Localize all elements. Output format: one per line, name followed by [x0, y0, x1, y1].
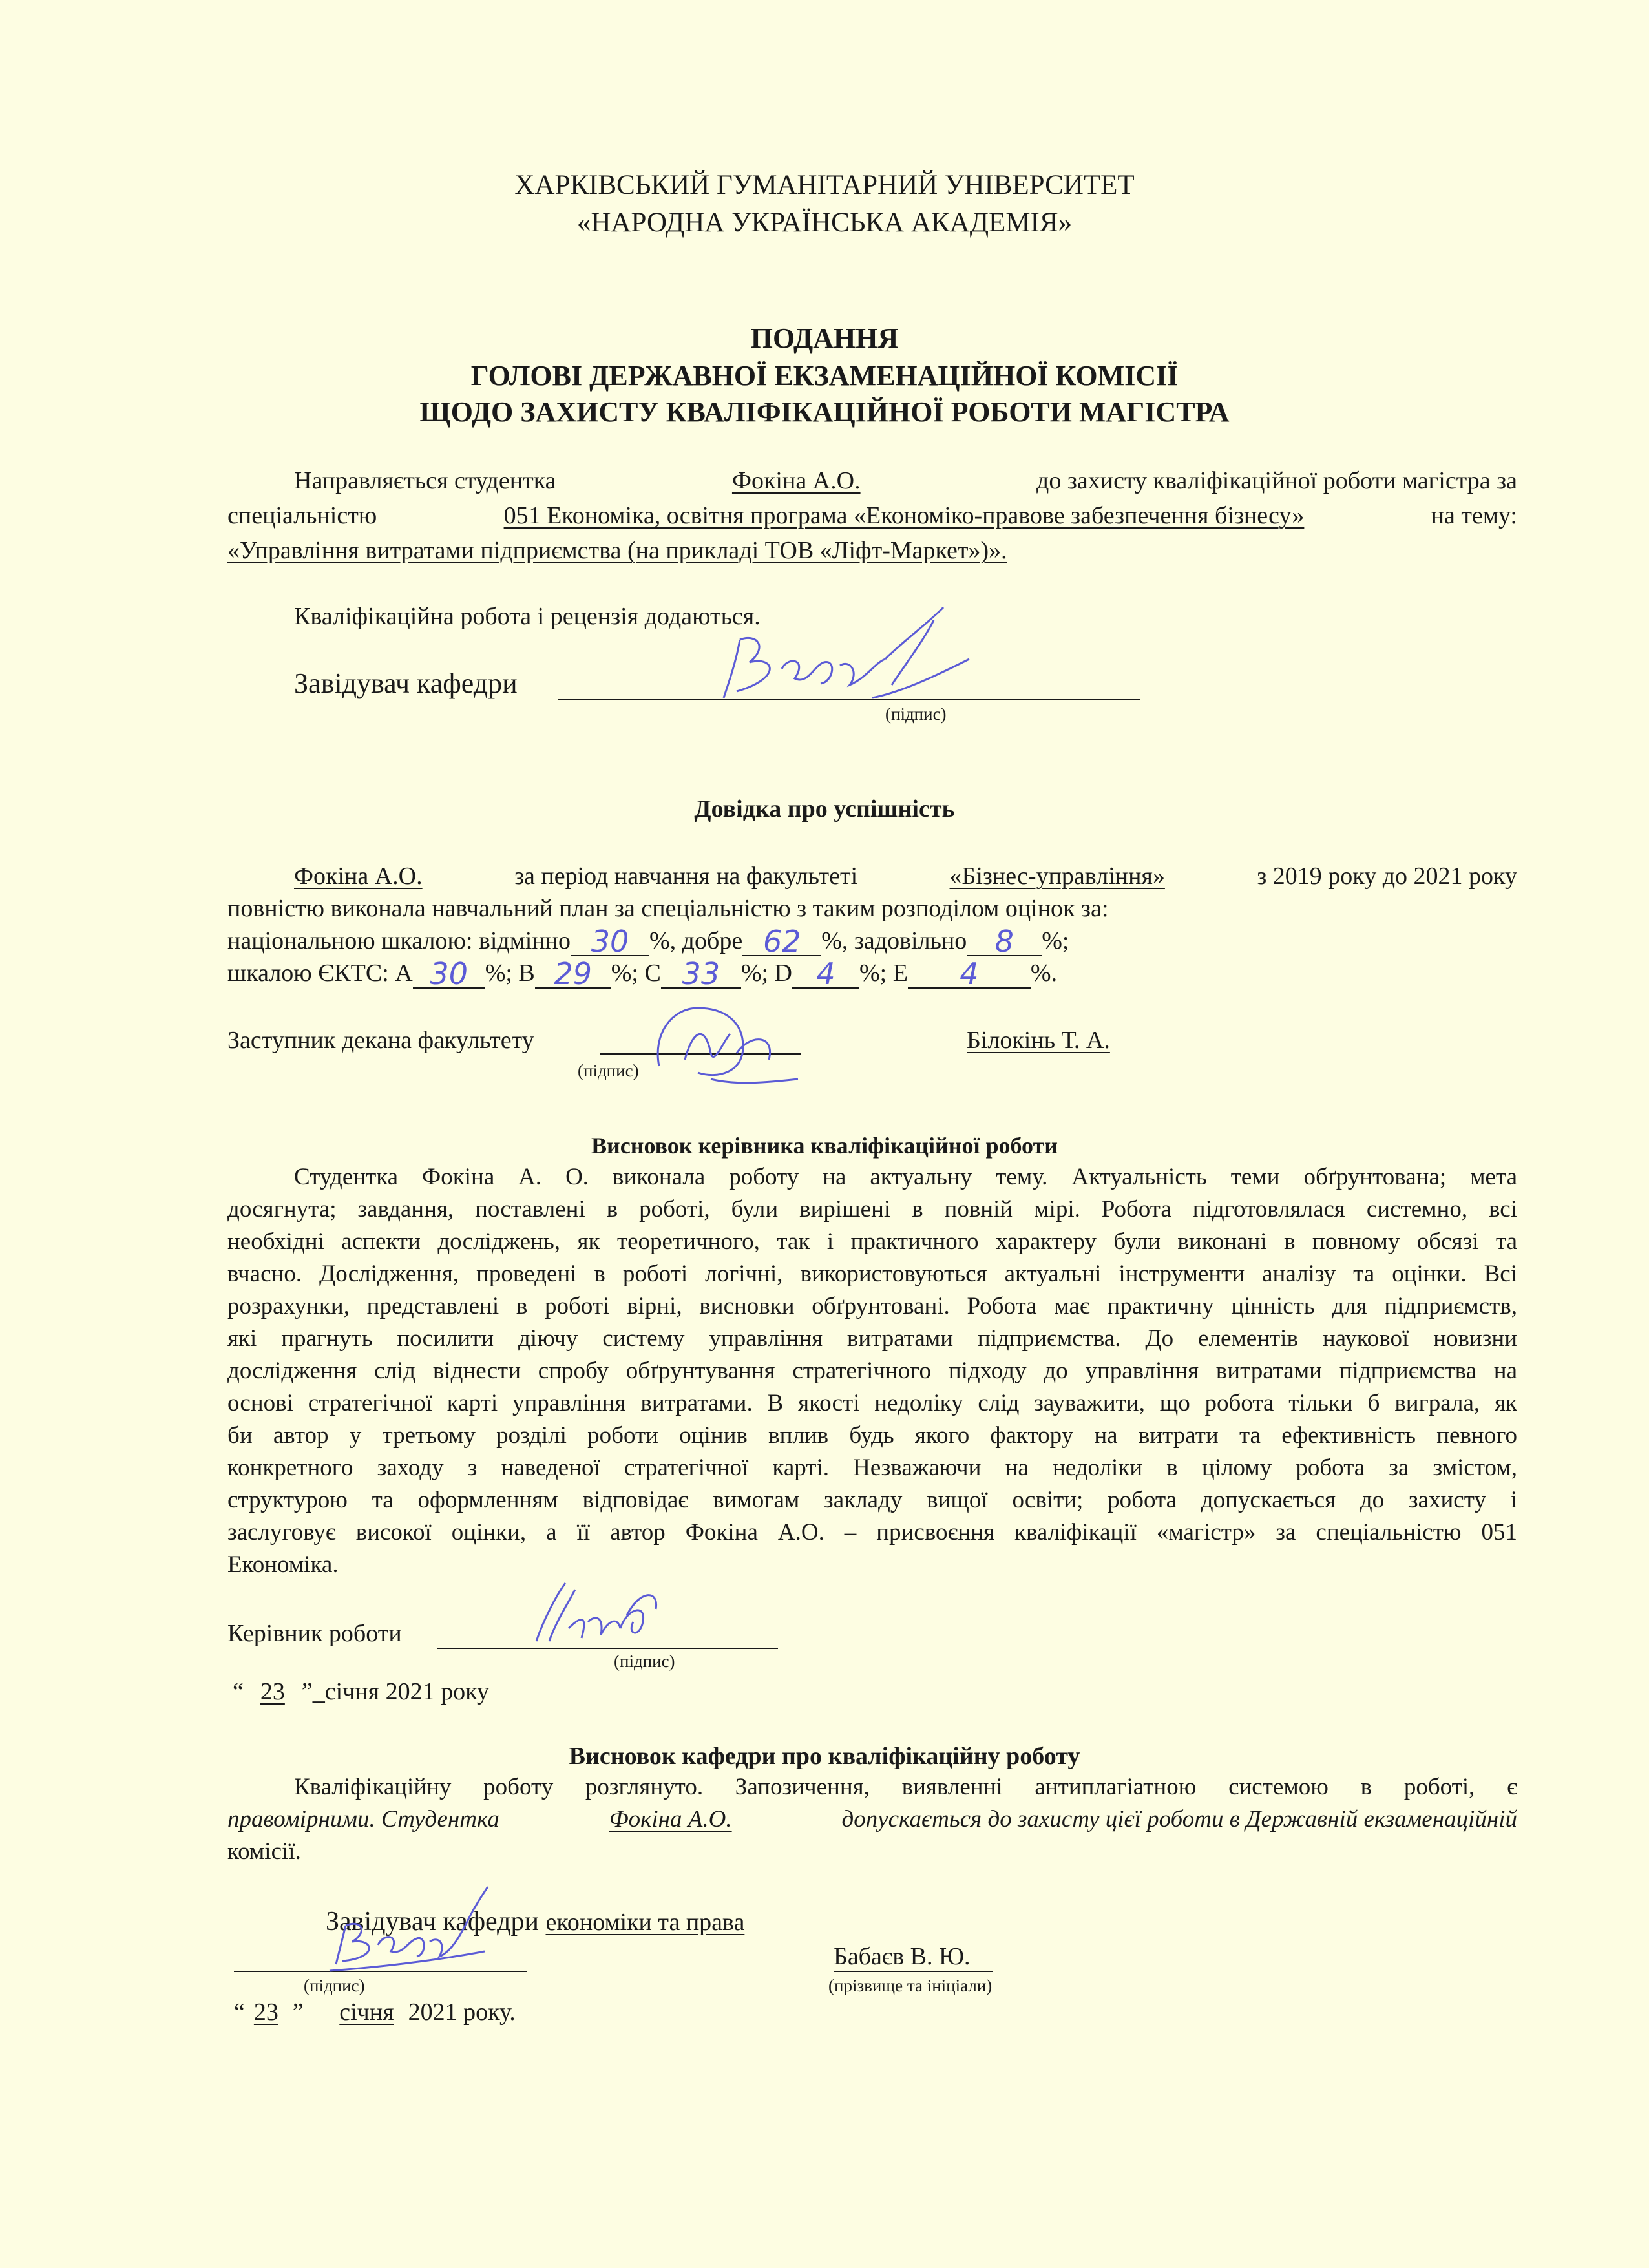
dept-head-signature [323, 1880, 491, 1977]
supervisor-text-line: досягнута; завдання, поставлені в роботі, були вирішені в повній мірі. Робота підготовлялася системно, всі [227, 1196, 1517, 1223]
percent-end: %; [1042, 927, 1069, 954]
dept-head-name: Бабаєв В. Ю. [834, 1943, 971, 1970]
supervisor-text-line: структурою та оформленням відповідає вимогам закладу вищої освіти; робота допускається до захисту і [227, 1487, 1517, 1513]
doc-title-line3: ЩОДО ЗАХИСТУ КВАЛІФІКАЦІЙНОЇ РОБОТИ МАГІСТРА [419, 396, 1230, 428]
ects-e: 4 [960, 956, 979, 991]
date-month: січня [339, 1999, 394, 2026]
dept-head-name-caption: (прізвище та ініціали) [828, 1976, 993, 1995]
performance-line1 [294, 862, 1517, 890]
date-quote: ” [292, 1999, 304, 2026]
referral-text: до захисту кваліфікаційної роботи магістра за [1036, 467, 1517, 494]
performance-text: за період навчання на факультеті [514, 863, 858, 890]
ects-e-label: %; Е [859, 960, 908, 987]
grade-satisfactory: 8 [994, 924, 1014, 959]
supervisor-text-line: розрахунки, представлені в роботі вірні, висновки обґрунтовані. Робота має практичну цінність для підприємств, [227, 1293, 1517, 1319]
department-text: правомірними. Студентка [227, 1806, 499, 1832]
date-day: 23 [260, 1678, 285, 1705]
ects-b-label: %; В [485, 960, 535, 987]
leader-label: Керівник роботи [227, 1620, 402, 1647]
grade-excellent: 30 [591, 924, 629, 959]
ects-b-field [535, 956, 611, 991]
ects-d-field [792, 956, 859, 991]
referral-line2 [227, 501, 1517, 530]
ects-e-field [908, 956, 1031, 991]
supervisor-text-line: дослідження слід віднести спробу обґрунтування стратегічного підходу до управління витратами підприємства на [227, 1358, 1517, 1384]
grade-excellent-field [571, 924, 649, 959]
dept-head-name-underline [834, 1971, 993, 1972]
department-text-line3: комісії. [227, 1838, 301, 1865]
dept-head-signature-caption: (підпис) [304, 1976, 365, 1995]
ects-d-label: %; D [740, 960, 792, 987]
date-rest: ”_січня 2021 року [301, 1678, 490, 1705]
department-text-line2 [227, 1805, 1517, 1833]
supervisor-text-line: які прагнуть посилити діючу систему управління витратами підприємства. До елементів наукової новизни [227, 1325, 1517, 1352]
supervisor-text-line: Студентка Фокіна А. О. виконала роботу на актуальну тему. Актуальність теми обґрунтована; мета [294, 1164, 1517, 1190]
signature-caption: (підпис) [885, 704, 947, 724]
department-text: допускається до захисту цієї роботи в Державній екзаменаційній [841, 1806, 1517, 1832]
national-scale-line [227, 924, 1069, 959]
student-name: Фокіна А.О. [609, 1806, 732, 1832]
performance-heading: Довідка про успішність [694, 795, 955, 823]
student-name: Фокіна А.О. [731, 467, 861, 494]
grade-good: 62 [762, 924, 801, 959]
ects-c-label: %; С [611, 960, 661, 987]
referral-text: Направляється студентка [294, 467, 556, 494]
date-day: 23 [253, 1999, 278, 2026]
ects-d: 4 [816, 956, 835, 991]
supervisor-text-line: би автор у третьому розділі роботи оцінив вплив будь якого фактору на витрати та ефективність певного [227, 1422, 1517, 1449]
faculty-name: «Бізнес-управління» [949, 863, 1165, 890]
ects-b: 29 [554, 956, 593, 991]
national-label: національною шкалою: відмінно [227, 927, 571, 954]
ects-scale-line [227, 956, 1058, 991]
supervisor-text-line: вчасно. Дослідження, проведені в роботі логічні, використовуються актуальні інструменти аналізу та оцінки. Всі [227, 1261, 1517, 1287]
department-date [234, 1998, 516, 2026]
supervisor-text-line: конкретного заходу з наведеної стратегічної карті. Незважаючи на недоліки в цілому робота за змістом, [227, 1454, 1517, 1481]
department-text-line: Кваліфікаційну роботу розглянуто. Запозичення, виявленні антиплагіатною системою в роботі, є [294, 1774, 1517, 1800]
date-quote: “ [234, 1999, 245, 2026]
ects-c: 33 [682, 956, 720, 991]
ects-label: шкалою ЄКТС: А [227, 960, 413, 987]
department-name: економіки та права [545, 1909, 745, 1936]
supervisor-text-line: заслуговує високої оцінки, а її автор Фокіна А.О. – присвоєння кваліфікації «магістр» за спеціальністю 051 [227, 1519, 1517, 1546]
referral-text: на тему: [1431, 502, 1517, 529]
ects-a-field [413, 956, 485, 991]
ects-c-field [661, 956, 741, 991]
deputy-name: Білокінь Т. А. [967, 1027, 1110, 1054]
ects-end: %. [1030, 960, 1058, 987]
satisfactory-label: %, задовільно [821, 927, 967, 954]
head-label: Завідувач кафедри [294, 667, 518, 699]
leader-signature [530, 1577, 672, 1654]
performance-line2: повністю виконала навчальний план за спеціальністю з таким розподілом оцінок за: [227, 895, 1109, 922]
supervisor-text-line: Економіка. [227, 1551, 339, 1578]
attached-note: Кваліфікаційна робота і рецензія додаються. [294, 603, 761, 630]
deputy-signature-caption: (підпис) [578, 1061, 639, 1080]
grade-good-field [742, 924, 821, 959]
referral-text: спеціальністю [227, 502, 377, 529]
date-year: 2021 року. [408, 1999, 516, 2026]
good-label: %, добре [649, 927, 743, 954]
date-quote: “ [233, 1678, 244, 1705]
specialty: 051 Економіка, освітня програма «Економіко-правове забезпечення бізнесу» [503, 502, 1305, 529]
doc-title: ПОДАННЯ [750, 322, 899, 354]
supervisor-heading: Висновок керівника кваліфікаційної роботи [591, 1133, 1058, 1159]
leader-signature-caption: (підпис) [614, 1652, 675, 1671]
supervisor-text-line: необхідні аспекти досліджень, як теоретичного, так і практичного характеру були виконані в повному обсязі та [227, 1228, 1517, 1255]
deputy-label: Заступник декана факультету [227, 1027, 534, 1054]
university-subtitle: «НАРОДНА УКРАЇНСЬКА АКАДЕМІЯ» [576, 207, 1073, 238]
dept-head-label: Завідувач кафедри [326, 1907, 539, 1937]
thesis-topic: «Управління витратами підприємства (на прикладі ТОВ «Ліфт-Маркет»)». [227, 537, 1007, 564]
head-signature [711, 601, 982, 711]
university-name: ХАРКІВСЬКИЙ ГУМАНІТАРНИЙ УНІВЕРСИТЕТ [514, 170, 1135, 200]
deputy-signature [646, 995, 801, 1092]
student-name: Фокіна А.О. [294, 863, 423, 890]
ects-a: 30 [430, 956, 468, 991]
referral-line1 [294, 467, 1517, 495]
grade-satisfactory-field [967, 924, 1042, 959]
doc-title-line2: ГОЛОВІ ДЕРЖАВНОЇ ЕКЗАМЕНАЦІЙНОЇ КОМІСІЇ [470, 360, 1179, 392]
performance-text: з 2019 року до 2021 року [1257, 863, 1517, 890]
supervisor-date [233, 1677, 489, 1706]
department-heading: Висновок кафедри про кваліфікаційну роботу [569, 1743, 1080, 1770]
supervisor-text-line: основі стратегічної карті управління витратами. В якості недоліку слід зауважити, що робота тільки б виграла, як [227, 1390, 1517, 1416]
